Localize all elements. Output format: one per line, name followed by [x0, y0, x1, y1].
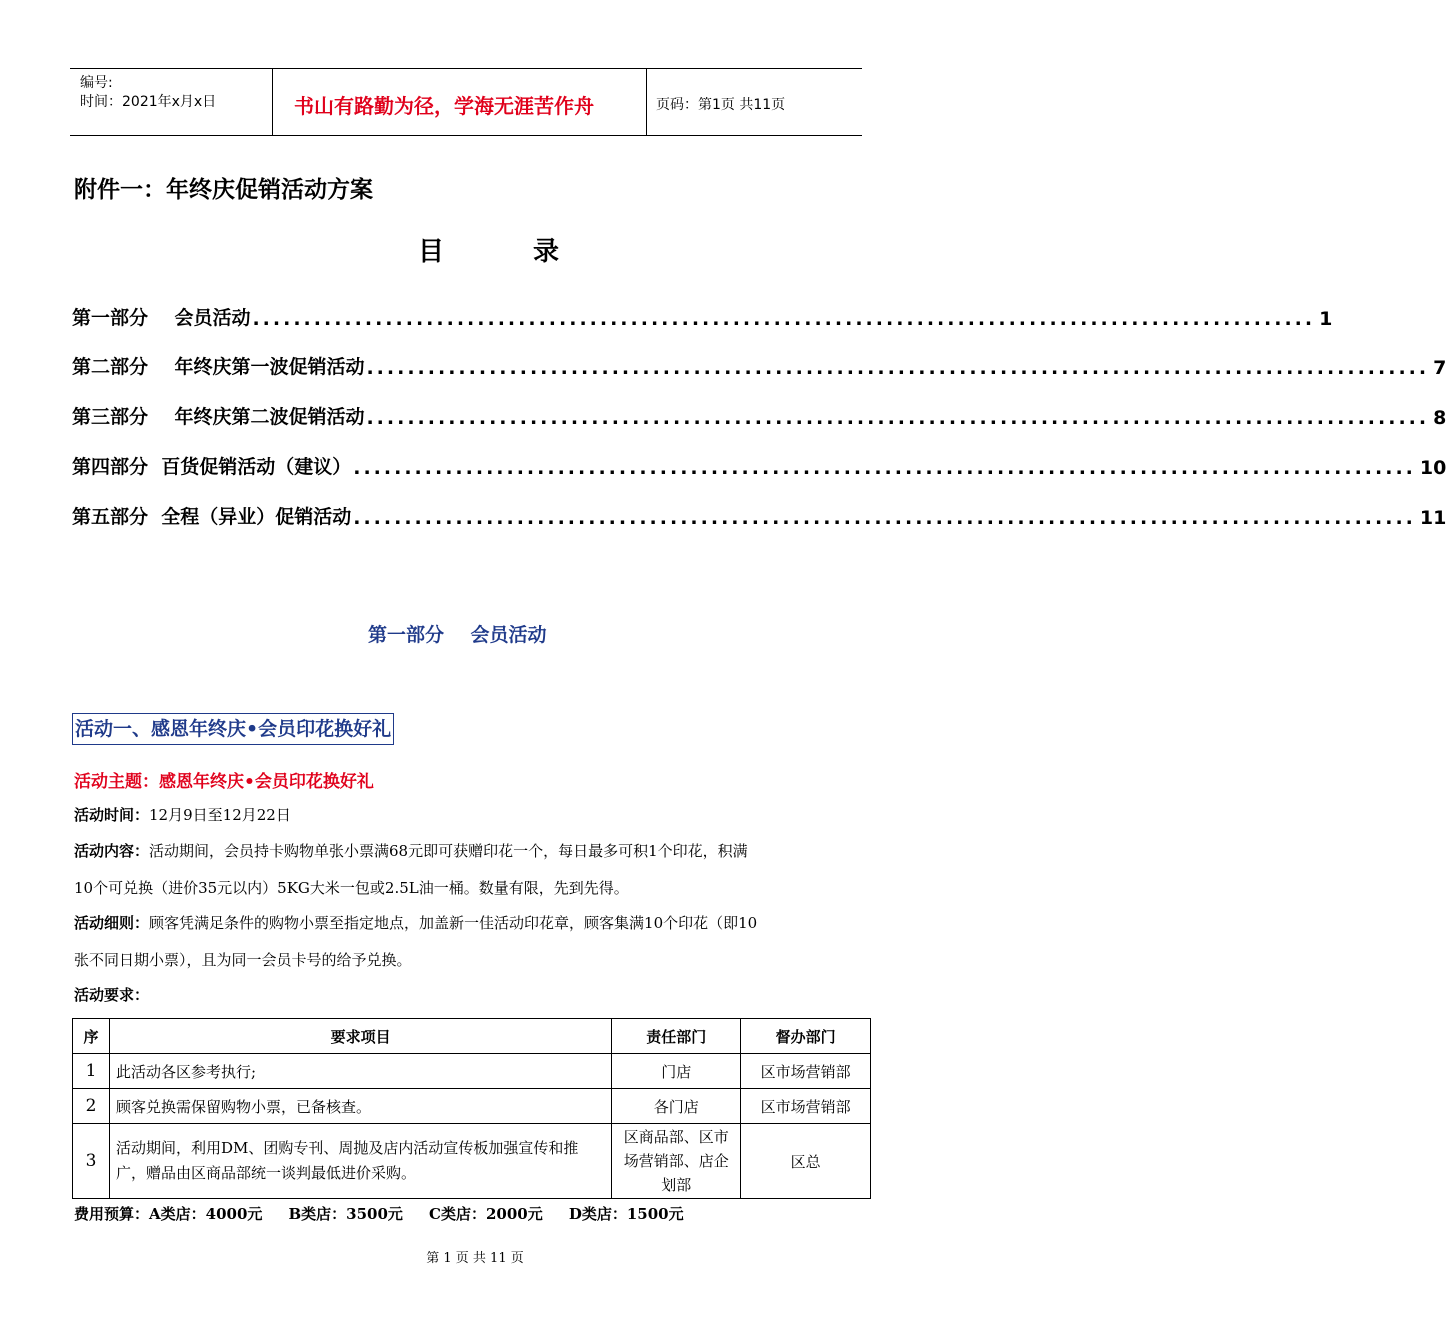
row-supervisor: 区市场营销部: [741, 1089, 871, 1124]
column-header-seq: 序: [73, 1019, 110, 1054]
toc-item-label: 第五部分 全程（异业）促销活动: [72, 506, 352, 528]
header-page-info: 页码：第1页 共11页: [656, 97, 786, 113]
row-responsible: 区商品部、区市场营销部、店企划部: [612, 1124, 741, 1199]
toc-item-page: 8: [1433, 407, 1446, 429]
header-top-rule: [70, 68, 862, 69]
toc-item[interactable]: [72, 399, 1446, 429]
requirements-label: 活动要求：: [74, 986, 150, 1004]
activity-time: [74, 797, 864, 834]
toc-leader-dots: ........................................................................................................: [366, 357, 1430, 379]
row-item: 顾客兑换需保留购物小票，已备核查。: [109, 1089, 611, 1124]
document-number-label: 编号:: [80, 75, 113, 91]
activity-detail-line2: 张不同日期小票），且为同一会员卡号的给予兑换。: [74, 951, 412, 969]
activity-content-line2: 10个可兑换（进价35元以内）5KG大米一包或2.5L油一桶。数量有限，先到先得。: [74, 879, 629, 897]
table-header-row: [73, 1019, 871, 1054]
activity-time-label: 活动时间：: [74, 806, 150, 824]
toc-item-page: 10: [1419, 457, 1446, 479]
row-item: 活动期间，利用DM、团购专刊、周抛及店内活动宣传板加强宣传和推广，赠品由区商品部统一谈判最低进价采购。: [109, 1124, 611, 1199]
document-title: 附件一：年终庆促销活动方案: [74, 177, 373, 203]
activity-requirements-label: [74, 977, 864, 1014]
table-row: [73, 1124, 871, 1199]
toc-leader-dots: ........................................................................................................: [353, 507, 1416, 529]
row-responsible: 门店: [612, 1054, 741, 1089]
row-seq: 1: [73, 1054, 110, 1089]
row-seq: 2: [73, 1089, 110, 1124]
table-row: [73, 1054, 871, 1089]
requirements-table: [72, 1018, 871, 1199]
activity-time-value: 12月9日至12月22日: [149, 806, 291, 824]
column-header-responsible: 责任部门: [612, 1019, 741, 1054]
header-bottom-rule: [70, 135, 862, 136]
activity-theme: 活动主题：感恩年终庆•会员印花换好礼: [74, 772, 374, 792]
toc-item[interactable]: [72, 499, 1446, 529]
row-seq: 3: [73, 1124, 110, 1199]
activity-content-label: 活动内容：: [74, 842, 150, 860]
column-header-supervisor: 督办部门: [741, 1019, 871, 1054]
toc-item[interactable]: [72, 300, 1333, 330]
toc-leader-dots: ........................................................................................................: [353, 457, 1416, 479]
activity-detail-label: 活动细则：: [74, 914, 150, 932]
toc-item[interactable]: [72, 449, 1446, 479]
activity-content-line1: 活动期间，会员持卡购物单张小票满68元即可获赠印花一个，每日最多可积1个印花，积满: [149, 842, 748, 860]
toc-item-label: 第二部分 年终庆第一波促销活动: [72, 356, 365, 378]
toc-item-page: 11: [1419, 507, 1446, 529]
row-item: 此活动各区参考执行;: [109, 1054, 611, 1089]
activity-detail-line1: 顾客凭满足条件的购物小票至指定地点，加盖新一佳活动印花章，顾客集满10个印花（即10: [149, 914, 758, 932]
row-responsible: 各门店: [612, 1089, 741, 1124]
toc-item-page: 1: [1319, 308, 1333, 330]
column-header-item: 要求项目: [109, 1019, 611, 1054]
toc-leader-dots: ........................................................................................................: [252, 308, 1316, 330]
table-row: [73, 1089, 871, 1124]
document-date: 时间：2021年x月x日: [80, 94, 217, 110]
toc-title: 目 录: [418, 237, 600, 267]
toc-item[interactable]: [72, 349, 1446, 379]
activity-title-box: 活动一、感恩年终庆•会员印花换好礼: [72, 713, 394, 745]
row-supervisor: 区总: [741, 1124, 871, 1199]
toc-item-label: 第一部分 会员活动: [72, 307, 251, 329]
toc-item-label: 第四部分 百货促销活动（建议）: [72, 456, 352, 478]
row-supervisor: 区市场营销部: [741, 1054, 871, 1089]
budget-line: 费用预算：A类店：4000元 B类店：3500元 C类店：2000元 D类店：1500元: [74, 1205, 684, 1223]
header-divider-right: [646, 68, 647, 136]
activity-content: [74, 833, 864, 907]
toc-item-label: 第三部分 年终庆第二波促销活动: [72, 406, 365, 428]
header-divider-left: [272, 68, 273, 136]
header-motto: 书山有路勤为径，学海无涯苦作舟: [294, 94, 594, 118]
toc-item-page: 7: [1433, 357, 1446, 379]
section-heading: 第一部分 会员活动: [368, 624, 547, 646]
activity-details: [74, 905, 864, 979]
page-footer: 第 1 页 共 11 页: [426, 1251, 524, 1266]
toc-leader-dots: ........................................................................................................: [366, 407, 1430, 429]
